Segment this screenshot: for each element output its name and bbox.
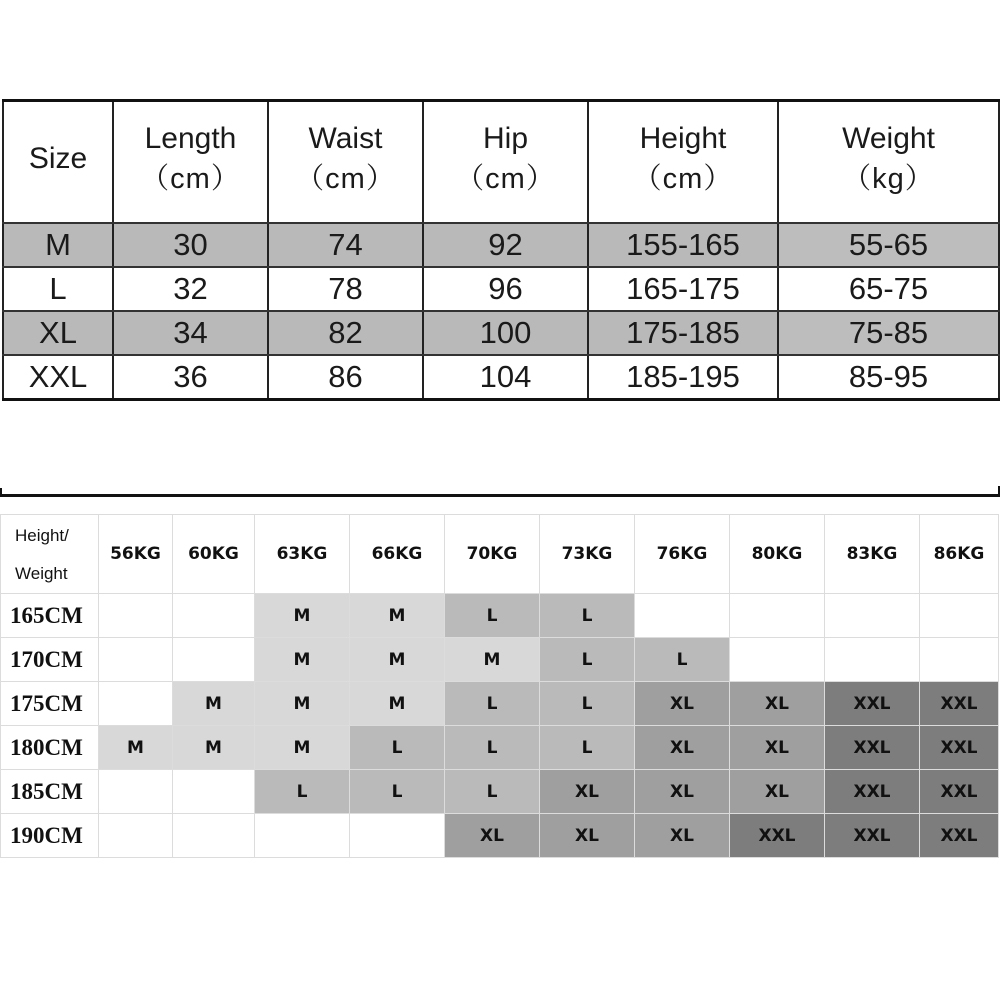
- weight-column-header: 80KG: [730, 515, 825, 594]
- size-cell: M: [255, 726, 350, 770]
- height-row: [1, 770, 999, 814]
- size-cell: L: [445, 682, 540, 726]
- height-label: 170CM: [1, 638, 99, 682]
- size-recommendation-chart: [0, 514, 999, 858]
- cell-length: 34: [113, 311, 268, 355]
- section-divider: [0, 494, 1000, 497]
- cell-size: L: [3, 267, 113, 311]
- cell-length: 30: [113, 223, 268, 267]
- cell-size: XL: [3, 311, 113, 355]
- size-cell: L: [445, 726, 540, 770]
- weight-column-header: 76KG: [635, 515, 730, 594]
- weight-column-header: 63KG: [255, 515, 350, 594]
- size-cell: L: [635, 638, 730, 682]
- size-cell: [730, 594, 825, 638]
- size-cell: XXL: [825, 814, 920, 858]
- header-hip: [423, 101, 588, 224]
- weight-column-header: 66KG: [350, 515, 445, 594]
- size-cell: M: [99, 726, 173, 770]
- header-unit: （cm）: [140, 163, 241, 195]
- size-cell: [99, 638, 173, 682]
- header-unit: （cm）: [455, 163, 556, 195]
- size-cell: M: [445, 638, 540, 682]
- cell-weight: 65-75: [778, 267, 999, 311]
- cell-waist: 86: [268, 355, 423, 400]
- size-cell: [635, 594, 730, 638]
- height-row: [1, 726, 999, 770]
- size-cell: [173, 638, 255, 682]
- size-cell: [255, 814, 350, 858]
- header-waist: [268, 101, 423, 224]
- header-height: [588, 101, 778, 224]
- cell-weight: 85-95: [778, 355, 999, 400]
- cell-waist: 78: [268, 267, 423, 311]
- height-label: 185CM: [1, 770, 99, 814]
- size-cell: L: [540, 594, 635, 638]
- size-cell: XXL: [730, 814, 825, 858]
- height-row: [1, 682, 999, 726]
- size-cell: XL: [445, 814, 540, 858]
- size-cell: [730, 638, 825, 682]
- corner-label: [1, 515, 99, 594]
- header-label: Size: [28, 142, 88, 175]
- header-unit: （cm）: [632, 163, 734, 195]
- size-cell: XL: [730, 682, 825, 726]
- cell-size: M: [3, 223, 113, 267]
- size-cell: [173, 814, 255, 858]
- size-cell: [173, 770, 255, 814]
- measurement-row: [3, 223, 999, 267]
- size-cell: [920, 594, 999, 638]
- corner-weight-label: Weight: [15, 564, 68, 583]
- size-cell: L: [540, 726, 635, 770]
- size-cell: L: [540, 682, 635, 726]
- cell-length: 36: [113, 355, 268, 400]
- size-cell: XXL: [920, 770, 999, 814]
- size-cell: [99, 814, 173, 858]
- corner-height-label: Height/: [15, 526, 69, 545]
- size-cell: M: [255, 638, 350, 682]
- measurement-header-row: [3, 101, 999, 224]
- size-cell: M: [350, 594, 445, 638]
- size-cell: [99, 682, 173, 726]
- cell-length: 32: [113, 267, 268, 311]
- size-cell: L: [540, 638, 635, 682]
- size-cell: XXL: [825, 682, 920, 726]
- size-cell: XL: [540, 770, 635, 814]
- size-cell: L: [445, 770, 540, 814]
- cell-waist: 74: [268, 223, 423, 267]
- cell-hip: 96: [423, 267, 588, 311]
- header-size: [3, 101, 113, 224]
- cell-waist: 82: [268, 311, 423, 355]
- size-cell: [825, 638, 920, 682]
- size-cell: XXL: [920, 814, 999, 858]
- size-cell: [99, 770, 173, 814]
- size-cell: M: [350, 638, 445, 682]
- size-cell: [350, 814, 445, 858]
- measurement-row: [3, 267, 999, 311]
- weight-column-header: 83KG: [825, 515, 920, 594]
- weight-header-row: [1, 515, 999, 594]
- measurement-table: [2, 99, 1000, 401]
- size-cell: XL: [540, 814, 635, 858]
- cell-height: 175-185: [588, 311, 778, 355]
- cell-hip: 104: [423, 355, 588, 400]
- cell-size: XXL: [3, 355, 113, 400]
- size-cell: L: [350, 770, 445, 814]
- size-cell: [825, 594, 920, 638]
- size-cell: XL: [730, 726, 825, 770]
- weight-column-header: 70KG: [445, 515, 540, 594]
- weight-column-header: 86KG: [920, 515, 999, 594]
- cell-weight: 75-85: [778, 311, 999, 355]
- size-cell: [920, 638, 999, 682]
- size-cell: [173, 594, 255, 638]
- size-cell: XL: [635, 770, 730, 814]
- size-cell: M: [173, 682, 255, 726]
- height-label: 165CM: [1, 594, 99, 638]
- cell-hip: 100: [423, 311, 588, 355]
- header-length: [113, 101, 268, 224]
- weight-column-header: 60KG: [173, 515, 255, 594]
- size-cell: XL: [730, 770, 825, 814]
- header-label: Height: [639, 122, 727, 155]
- size-cell: [99, 594, 173, 638]
- size-cell: XXL: [825, 770, 920, 814]
- size-cell: XXL: [920, 682, 999, 726]
- size-cell: L: [255, 770, 350, 814]
- header-label: Weight: [842, 122, 935, 155]
- size-cell: XL: [635, 682, 730, 726]
- header-label: Waist: [308, 122, 383, 155]
- size-cell: L: [445, 594, 540, 638]
- size-cell: M: [173, 726, 255, 770]
- height-label: 175CM: [1, 682, 99, 726]
- size-cell: L: [350, 726, 445, 770]
- header-label: Hip: [482, 122, 528, 155]
- size-cell: XXL: [825, 726, 920, 770]
- header-unit: （kg）: [842, 163, 935, 195]
- size-cell: XXL: [920, 726, 999, 770]
- size-cell: M: [255, 682, 350, 726]
- weight-column-header: 56KG: [99, 515, 173, 594]
- cell-hip: 92: [423, 223, 588, 267]
- cell-weight: 55-65: [778, 223, 999, 267]
- measurement-row: [3, 311, 999, 355]
- header-unit: （cm）: [295, 163, 396, 195]
- cell-height: 165-175: [588, 267, 778, 311]
- size-cell: M: [255, 594, 350, 638]
- size-cell: XL: [635, 814, 730, 858]
- cell-height: 155-165: [588, 223, 778, 267]
- size-cell: XL: [635, 726, 730, 770]
- height-row: [1, 594, 999, 638]
- header-label: Length: [144, 122, 237, 155]
- height-row: [1, 814, 999, 858]
- cell-height: 185-195: [588, 355, 778, 400]
- height-label: 180CM: [1, 726, 99, 770]
- height-label: 190CM: [1, 814, 99, 858]
- height-row: [1, 638, 999, 682]
- size-cell: M: [350, 682, 445, 726]
- measurement-row: [3, 355, 999, 400]
- header-weight: [778, 101, 999, 224]
- weight-column-header: 73KG: [540, 515, 635, 594]
